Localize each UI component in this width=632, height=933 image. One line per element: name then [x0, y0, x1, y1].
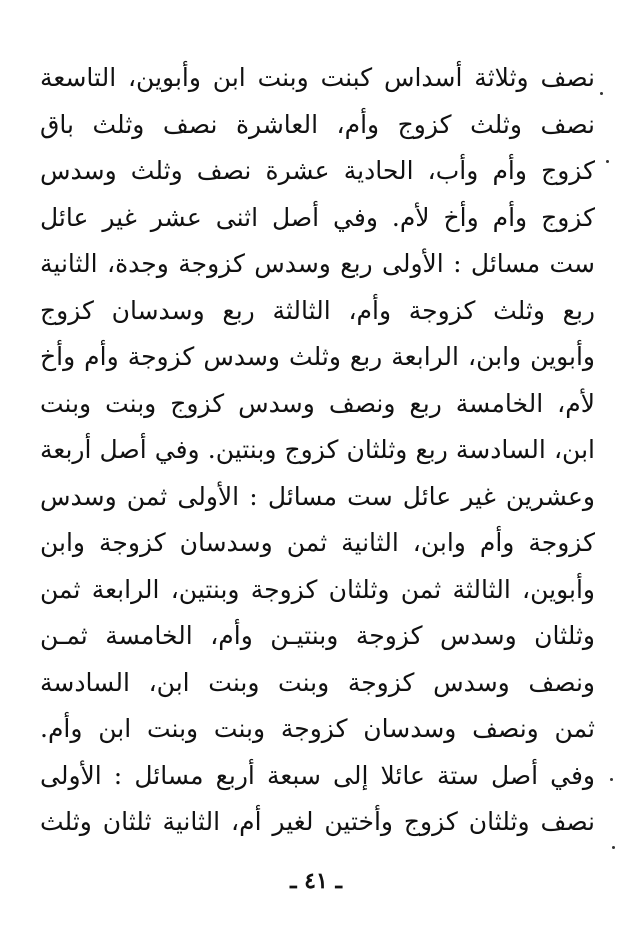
text-line: نصف وثلث كزوج وأم، العاشرة نصف وثلث باق: [40, 109, 595, 139]
text-line: ربع وثلث كزوجة وأم، الثالثة ربع وسدسان كزوج: [40, 295, 595, 325]
text-line: ست مسائل : الأولى ربع وسدس كزوجة وجدة، الثانية: [40, 249, 595, 278]
body-text: [40, 55, 595, 846]
margin-speck: [612, 846, 615, 849]
page-number: ـ ٤١ ـ: [290, 868, 342, 894]
text-line: وأبوين، الثالثة ثمن وثلثان كزوجة وبنتين، الرابعة ثمن: [40, 574, 595, 604]
text-line: كزوجة وأم وابن، الثانية ثمن وسدسان كزوجة وابن: [40, 528, 595, 557]
text-line: وثلثان وسدس كزوجة وبنتيـن وأم، الخامسة ثمـن: [40, 621, 595, 650]
text-line: كزوج وأم وأب، الحادية عشرة نصف وثلث وسدس: [40, 156, 595, 185]
text-line: وأبوين وابن، الرابعة ربع وثلث وسدس كزوجة وأم وأخ: [40, 342, 595, 371]
text-line: كزوج وأم وأخ لأم. وفي أصل اثنى عشر غير عائل: [40, 202, 595, 232]
text-line: ونصف وسدس كزوجة وبنت وبنت ابن، السادسة: [40, 667, 595, 697]
text-line: ابن، السادسة ربع وثلثان كزوج وبنتين. وفي أصل أربعة: [40, 435, 595, 464]
text-line: وفي أصل ستة عائلا إلى سبعة أربع مسائل : الأولى: [40, 760, 595, 790]
margin-speck: [606, 160, 609, 163]
text-line: ثمن ونصف وسدسان كزوجة وبنت وبنت ابن وأم.: [40, 714, 595, 743]
text-line: لأم، الخامسة ربع ونصف وسدس كزوج وبنت وبنت: [40, 388, 595, 418]
text-line: نصف وثلثان كزوج وأختين لغير أم، الثانية ثلثان وثلث: [40, 807, 595, 836]
margin-speck: [600, 92, 603, 95]
text-line: وعشرين غير عائل ست مسائل : الأولى ثمن وسدس: [40, 481, 595, 511]
text-line: نصف وثلاثة أسداس كبنت وبنت ابن وأبوين، التاسعة: [40, 63, 595, 92]
margin-speck: [610, 778, 613, 781]
